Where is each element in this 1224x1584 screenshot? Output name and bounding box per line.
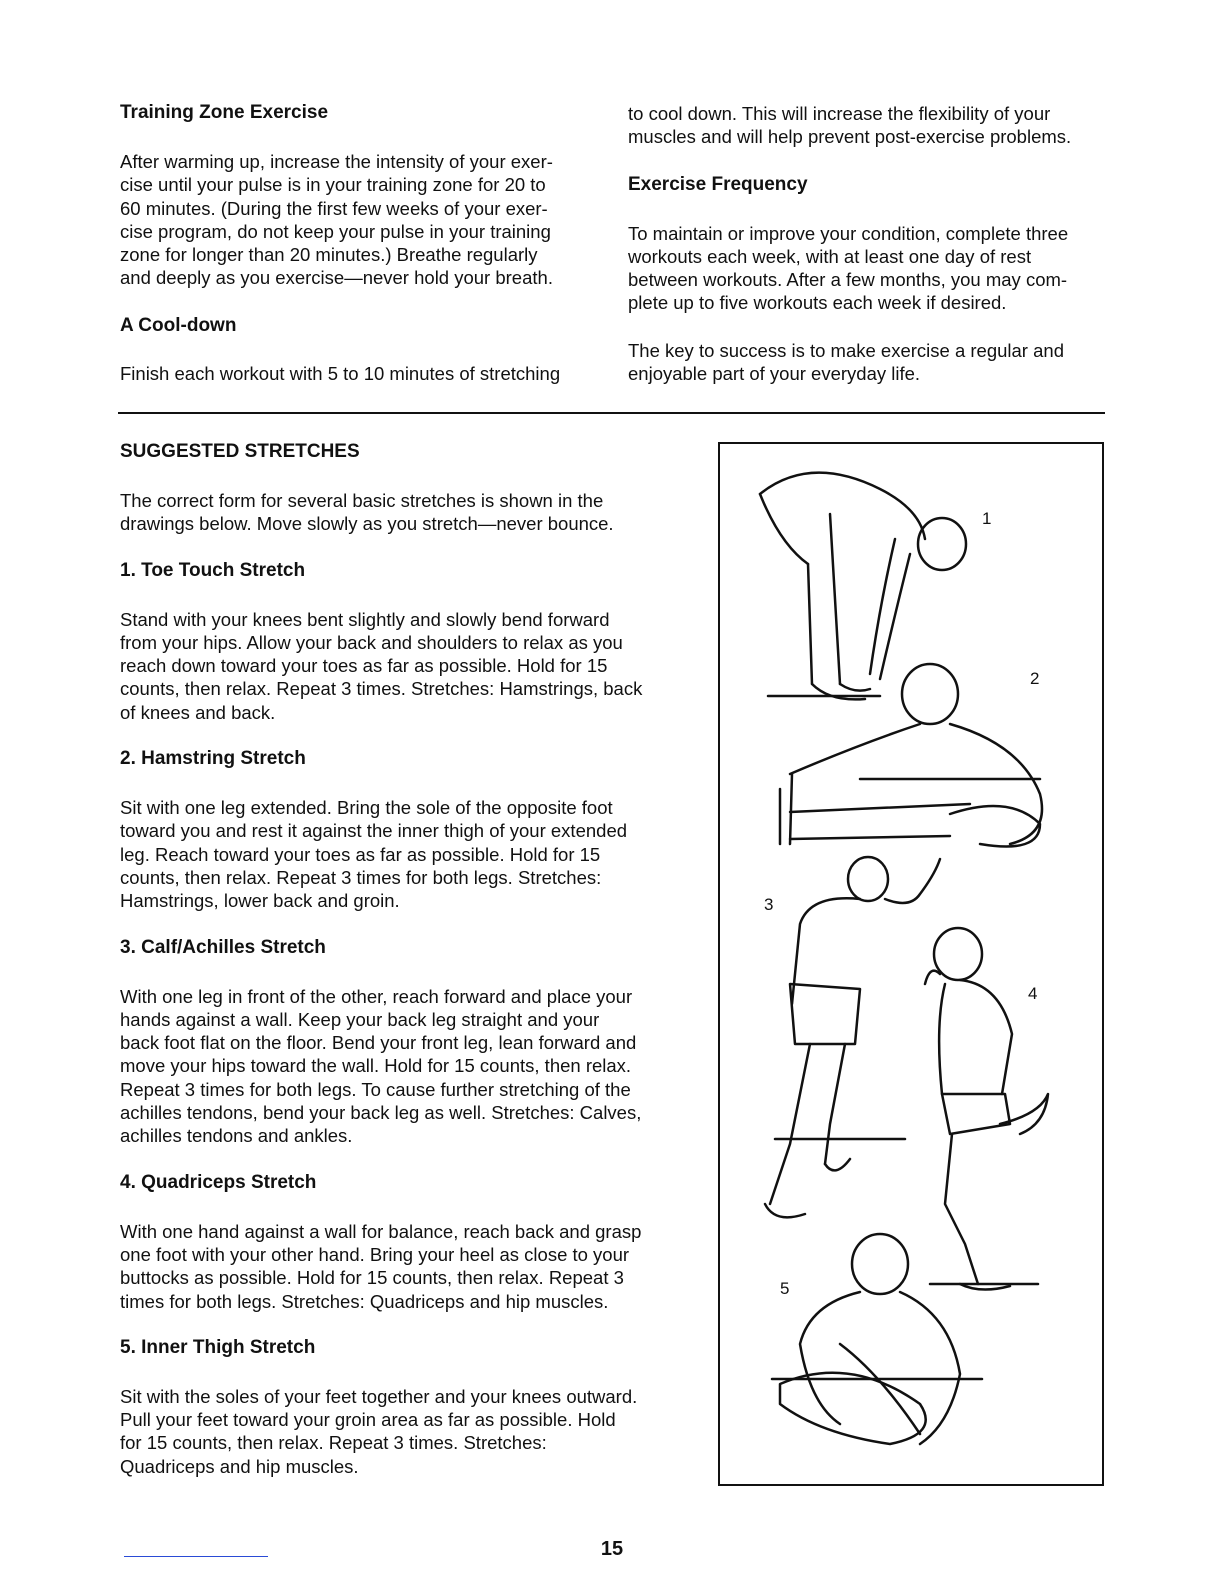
stretch-4-text: With one hand against a wall for balance, reach back and grasp one foot with your other hand. Bring your heel as close to your buttocks as possible. Hold for 15 counts, then relax. Repeat 3 times for both legs. Stretches: Quadriceps and hip muscles. [120,1220,642,1312]
training-zone-section [120,102,600,290]
right-column-top [628,102,1108,385]
calf-stretch-figure [765,857,940,1217]
stretch-1-text: Stand with your knees bent slightly and slowly bend forward from your hips. Allow your back and shoulders to relax as you reach down toward your toes as far as possible. Hold for 15 counts, then relax. Repeat 3 times. Stretches: Hamstrings, back of knees and back. [120,608,643,723]
figure-label-1: 1 [982,509,992,528]
figure-label-2: 2 [1030,669,1040,688]
stretch-3-heading: 3. Calf/Achilles Stretch [120,936,326,958]
stretch-2-text: Sit with one leg extended. Bring the sole of the opposite foot toward you and rest it against the inner thigh of your extended leg. Reach toward your toes as far as possible. Hold for 15 counts, then relax. Repeat 3 times for both legs. Stretches: Hamstrings, lower back and groin. [120,797,628,912]
figure-label-5: 5 [780,1279,790,1298]
training-zone-heading: Training Zone Exercise [120,102,329,123]
section-divider [118,412,1105,414]
inner-thigh-stretch-figure [772,1234,982,1444]
decorative-blue-line [124,1556,268,1557]
page-number: 15 [600,1538,624,1560]
key-to-success-text: The key to success is to make exercise a regular and enjoyable part of your everyday life. [628,339,1064,385]
stretches-intro: The correct form for several basic stretches is shown in the drawings below. Move slowly as you stretch—never bounce. [120,490,614,535]
figure-label-4: 4 [1028,984,1038,1003]
cooldown-section [120,315,600,385]
stretch-1-heading: 1. Toe Touch Stretch [120,559,306,581]
training-zone-text: After warming up, increase the intensity of your exer- cise until your pulse is in your training zone for 20 to 60 minutes. (During the first few weeks of your exer- cise program, do not keep your pulse in your training zone for longer than 20 minutes.) Breathe regularly and deeply as you exercise—never hold your breath. [120,151,553,289]
cooldown-text: Finish each workout with 5 to 10 minutes of stretching [120,363,561,384]
stretches-illustration-box [718,442,1104,1486]
figure-label-3: 3 [764,895,774,914]
cooldown-heading: A Cool-down [120,315,237,336]
stretch-3-text: With one leg in front of the other, reach forward and place your hands against a wall. Keep your back leg straight and your back foot flat on the floor. Bend your front leg, lean forward and move your hips toward the wall. Hold for 15 counts, then relax. Repeat 3 times for both legs. To cause further stretching of the achilles tendons, bend your back leg as well. Stretches: Calves, achilles tendons and ankles. [120,985,642,1147]
cooldown-continued-text: to cool down. This will increase the flexibility of your muscles and will help prevent post-exercise problems. [628,103,1072,148]
stretch-5-heading: 5. Inner Thigh Stretch [120,1336,316,1358]
frequency-heading: Exercise Frequency [628,173,808,195]
frequency-text: To maintain or improve your condition, complete three workouts each week, with at least one day of rest between workouts. After a few months, you may com- plete up to five workouts each week if desired. [628,222,1069,314]
stretches-illustration [720,444,1102,1484]
quadriceps-stretch-figure [925,928,1048,1290]
stretches-section [120,441,710,1478]
stretches-heading: SUGGESTED STRETCHES [120,441,360,462]
stretch-5-text: Sit with the soles of your feet together and your knees outward. Pull your feet toward your groin area as far as possible. Hold for 15 counts, then relax. Repeat 3 times. Stretches: Quadriceps and hip muscles. [120,1385,638,1477]
stretch-2-heading: 2. Hamstring Stretch [120,748,306,770]
stretch-4-heading: 4. Quadriceps Stretch [120,1171,317,1193]
